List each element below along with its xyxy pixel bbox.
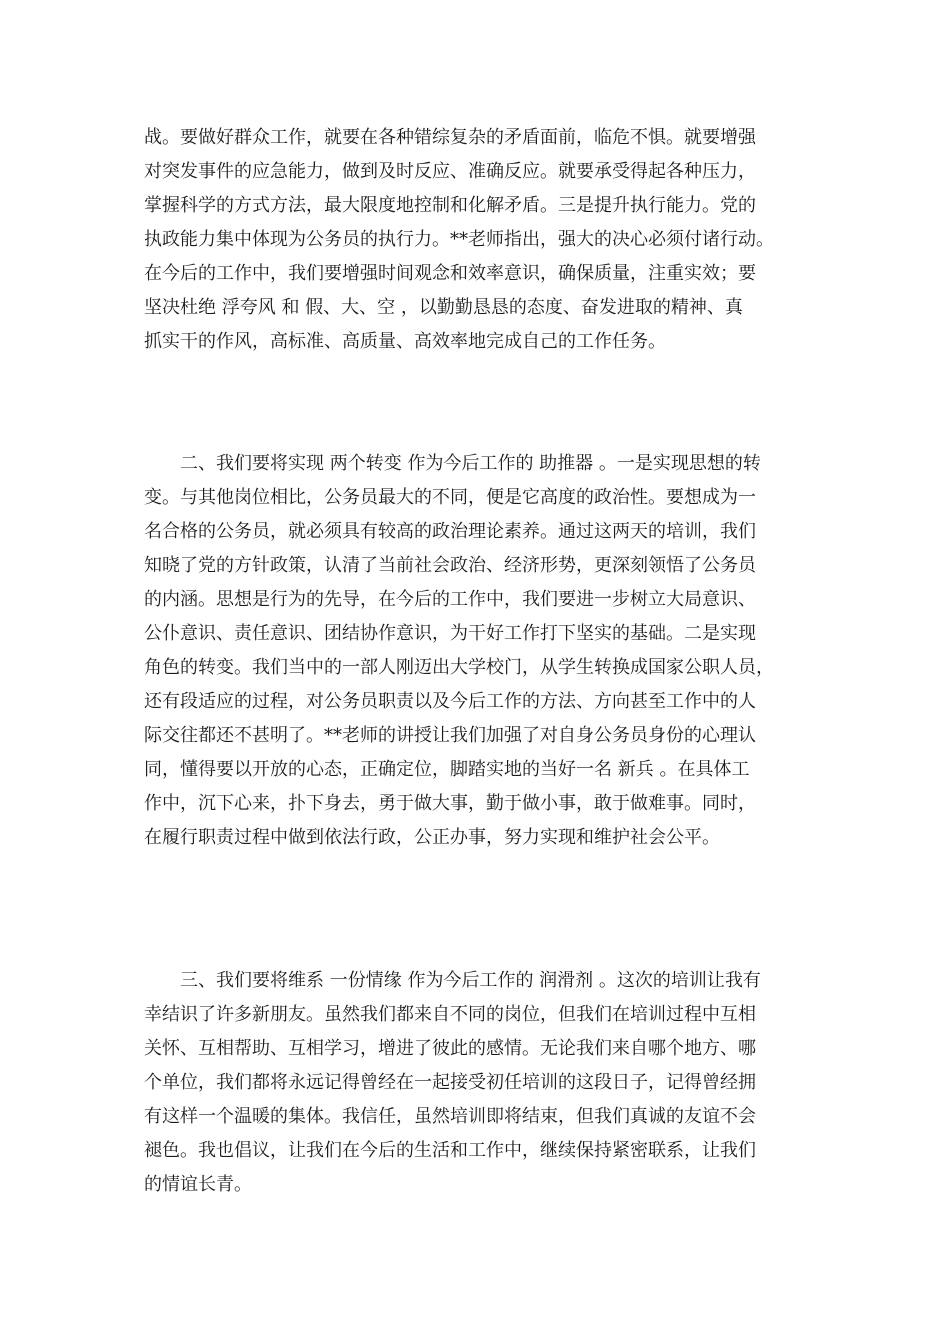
paragraph-two-transformations — [144, 447, 808, 855]
text-line: 作中，沉下心来，扑下身去，勇于做大事，勤于做小事，敢于做难事。同时， — [144, 793, 756, 814]
text-line: 还有段适应的过程，对公务员职责以及今后工作的方法、方向甚至工作中的人 — [144, 691, 756, 712]
text-line: 三、我们要将维系 一份情缘 作为今后工作的 润滑剂 。这次的培训让我有 — [144, 970, 761, 991]
text-line: 在今后的工作中，我们要增强时间观念和效率意识，确保质量，注重实效；要 — [144, 263, 756, 284]
text-line: 关怀、互相帮助、互相学习，增进了彼此的感情。无论我们来自哪个地方、哪 — [144, 1038, 756, 1059]
paragraph-execution-ability — [144, 121, 808, 359]
text-line: 知晓了党的方针政策，认清了当前社会政治、经济形势，更深刻领悟了公务员 — [144, 555, 756, 576]
text-line: 褪色。我也倡议，让我们在今后的生活和工作中，继续保持紧密联系，让我们 — [144, 1140, 756, 1161]
text-line: 个单位，我们都将永远记得曾经在一起接受初任培训的这段日子，记得曾经拥 — [144, 1072, 756, 1093]
text-line: 的内涵。思想是行为的先导，在今后的工作中，我们要进一步树立大局意识、 — [144, 589, 756, 610]
text-line: 同，懂得要以开放的心态，正确定位，脚踏实地的当好一名 新兵 。在具体工 — [144, 759, 750, 780]
text-line: 掌握科学的方式方法，最大限度地控制和化解矛盾。三是提升执行能力。党的 — [144, 195, 756, 216]
text-line: 在履行职责过程中做到依法行政，公正办事，努力实现和维护社会公平。 — [144, 827, 720, 848]
text-line: 抓实干的作风，高标准、高质量、高效率地完成自己的工作任务。 — [144, 331, 666, 352]
text-line: 名合格的公务员，就必须具有较高的政治理论素养。通过这两天的培训，我们 — [144, 521, 756, 542]
text-line: 的情谊长青。 — [144, 1174, 252, 1195]
text-line: 对突发事件的应急能力，做到及时反应、准确反应。就要承受得起各种压力， — [144, 161, 756, 182]
text-line: 公仆意识、责任意识、团结协作意识，为干好工作打下坚实的基础。二是实现 — [144, 623, 756, 644]
paragraph-friendship — [144, 964, 808, 1202]
text-line: 变。与其他岗位相比，公务员最大的不同，便是它高度的政治性。要想成为一 — [144, 487, 756, 508]
text-line: 有这样一个温暖的集体。我信任，虽然培训即将结束，但我们真诚的友谊不会 — [144, 1106, 756, 1127]
text-line: 角色的转变。我们当中的一部人刚迈出大学校门，从学生转换成国家公职人员， — [144, 657, 774, 678]
text-line: 幸结识了许多新朋友。虽然我们都来自不同的岗位，但我们在培训过程中互相 — [144, 1004, 756, 1025]
text-line: 际交往都还不甚明了。**老师的讲授让我们加强了对自身公务员身份的心理认 — [144, 725, 756, 746]
text-line: 二、我们要将实现 两个转变 作为今后工作的 助推器 。一是实现思想的转 — [144, 453, 761, 474]
text-line: 战。要做好群众工作，就要在各种错综复杂的矛盾面前，临危不惧。就要增强 — [144, 127, 756, 148]
text-line: 坚决杜绝 浮夸风 和 假、大、空 ，以勤勤恳恳的态度、奋发进取的精神、真 — [144, 297, 743, 318]
text-line: 执政能力集中体现为公务员的执行力。**老师指出，强大的决心必须付诸行动。 — [144, 229, 774, 250]
